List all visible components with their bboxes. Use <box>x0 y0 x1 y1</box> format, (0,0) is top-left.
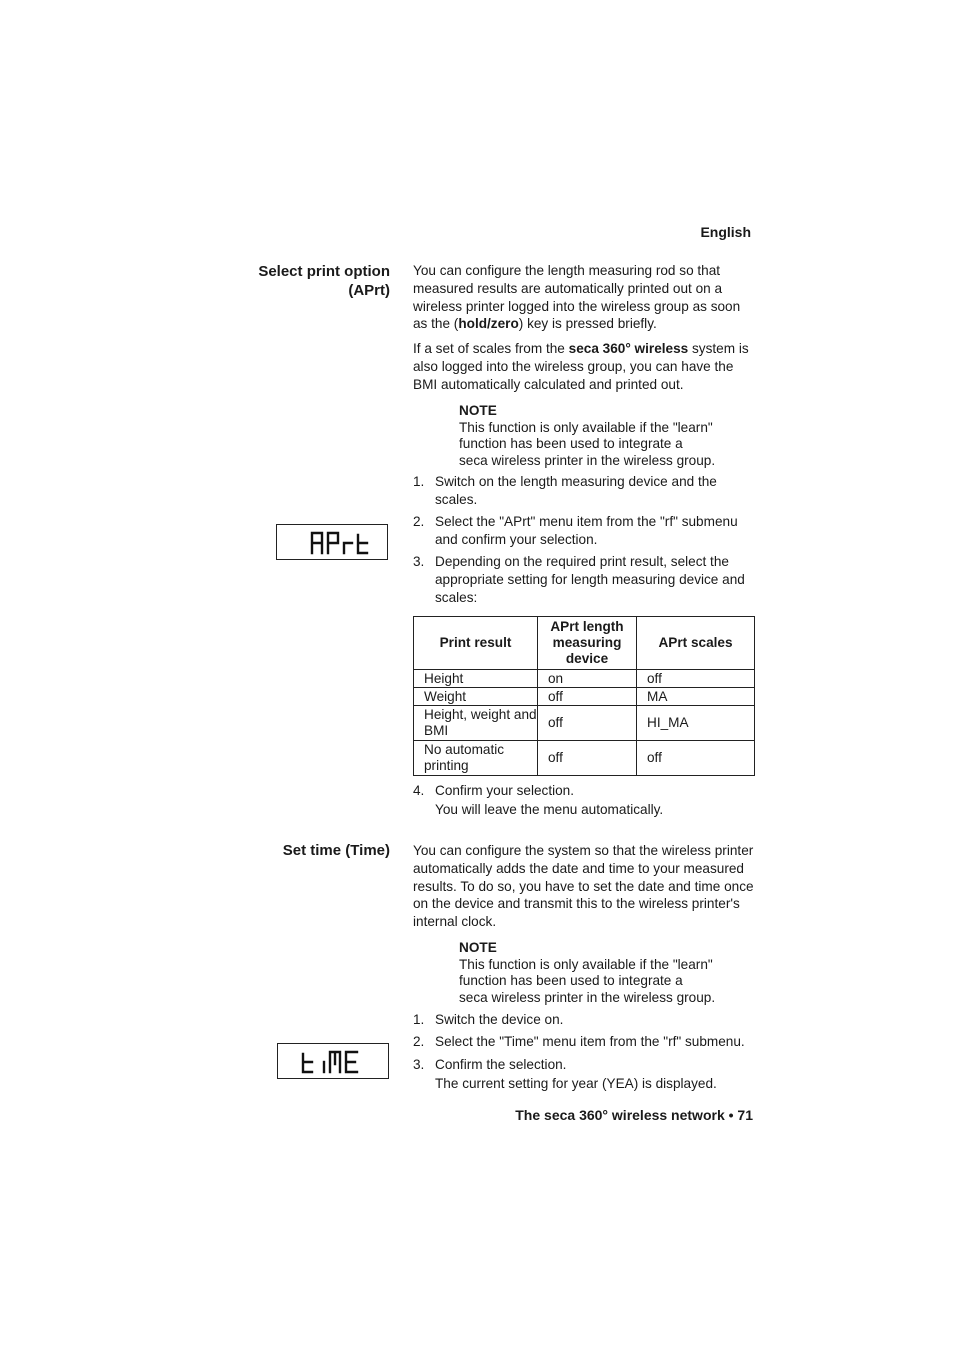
step-item: 1. Switch the device on. <box>413 1012 564 1027</box>
table-header-row <box>414 617 755 670</box>
lcd-display-time <box>277 1043 389 1079</box>
column-header: Print result <box>414 617 538 670</box>
time-paragraph: You can configure the system so that the wireless printer automatically adds the date and time to your measured results. To do so, you have to set the date and time once on the device and transmit this to the wireless printer's internal clock. <box>413 843 754 930</box>
step-item: 4. Confirm your selection. <box>413 783 575 798</box>
print-settings-table <box>413 616 755 776</box>
step-result: The current setting for year (YEA) is displayed. <box>435 1076 717 1091</box>
step-item: 1. Switch on the length measuring device and the scales. <box>413 474 717 507</box>
note-title: NOTE <box>459 940 497 955</box>
table-row: Height on off <box>414 670 755 688</box>
step-item: 2. Select the "Time" menu item from the "rf" submenu. <box>413 1034 745 1049</box>
language-label: English <box>700 224 751 240</box>
key-name: hold/zero <box>458 316 519 332</box>
note-title: NOTE <box>459 403 497 418</box>
page-footer: The seca 360° wireless network • 71 <box>515 1107 753 1123</box>
heading-line-2: (APrt) <box>348 282 390 299</box>
lcd-display-aprt <box>276 524 388 560</box>
table-row: Weight off MA <box>414 688 755 706</box>
bmi-paragraph: If a set of scales from the seca 360° wireless system is also logged into the wireless group, you can have the BMI automatically calculated and printed out. <box>413 341 749 392</box>
section-heading-set-time: Set time (Time) <box>282 842 390 859</box>
step-result: You will leave the menu automatically. <box>435 802 664 817</box>
step-item: 3. Confirm the selection. <box>413 1057 567 1072</box>
table-row: No automatic printing off off <box>414 741 755 776</box>
table-row: Height, weight and BMI off HI_MA <box>414 706 755 741</box>
step-item: 2. Select the "APrt" menu item from the "rf" submenu and confirm your selection. <box>413 514 738 547</box>
system-name: seca 360° wireless <box>568 341 689 356</box>
section-heading-print-option <box>190 262 390 300</box>
heading-line-1: Select print option <box>258 263 390 280</box>
column-header: APrt length measuring device <box>538 617 637 670</box>
intro-paragraph: You can configure the length measuring rod so that measured results are automatically printed out on a wireless printer logged into the wireless group as soon as the (hold/zero) key is pressed briefly. <box>413 263 741 332</box>
note-box: NOTE This function is only available if the "learn" function has been used to integrate a seca wireless printer in the wireless group. <box>459 940 749 1006</box>
step-item: 3. Depending on the required print result, select the appropriate setting for length measuring device and scales: <box>413 554 745 605</box>
column-header: APrt scales <box>637 617 755 670</box>
note-box: NOTE This function is only available if the "learn" function has been used to integrate a seca wireless printer in the wireless group. <box>459 403 749 469</box>
